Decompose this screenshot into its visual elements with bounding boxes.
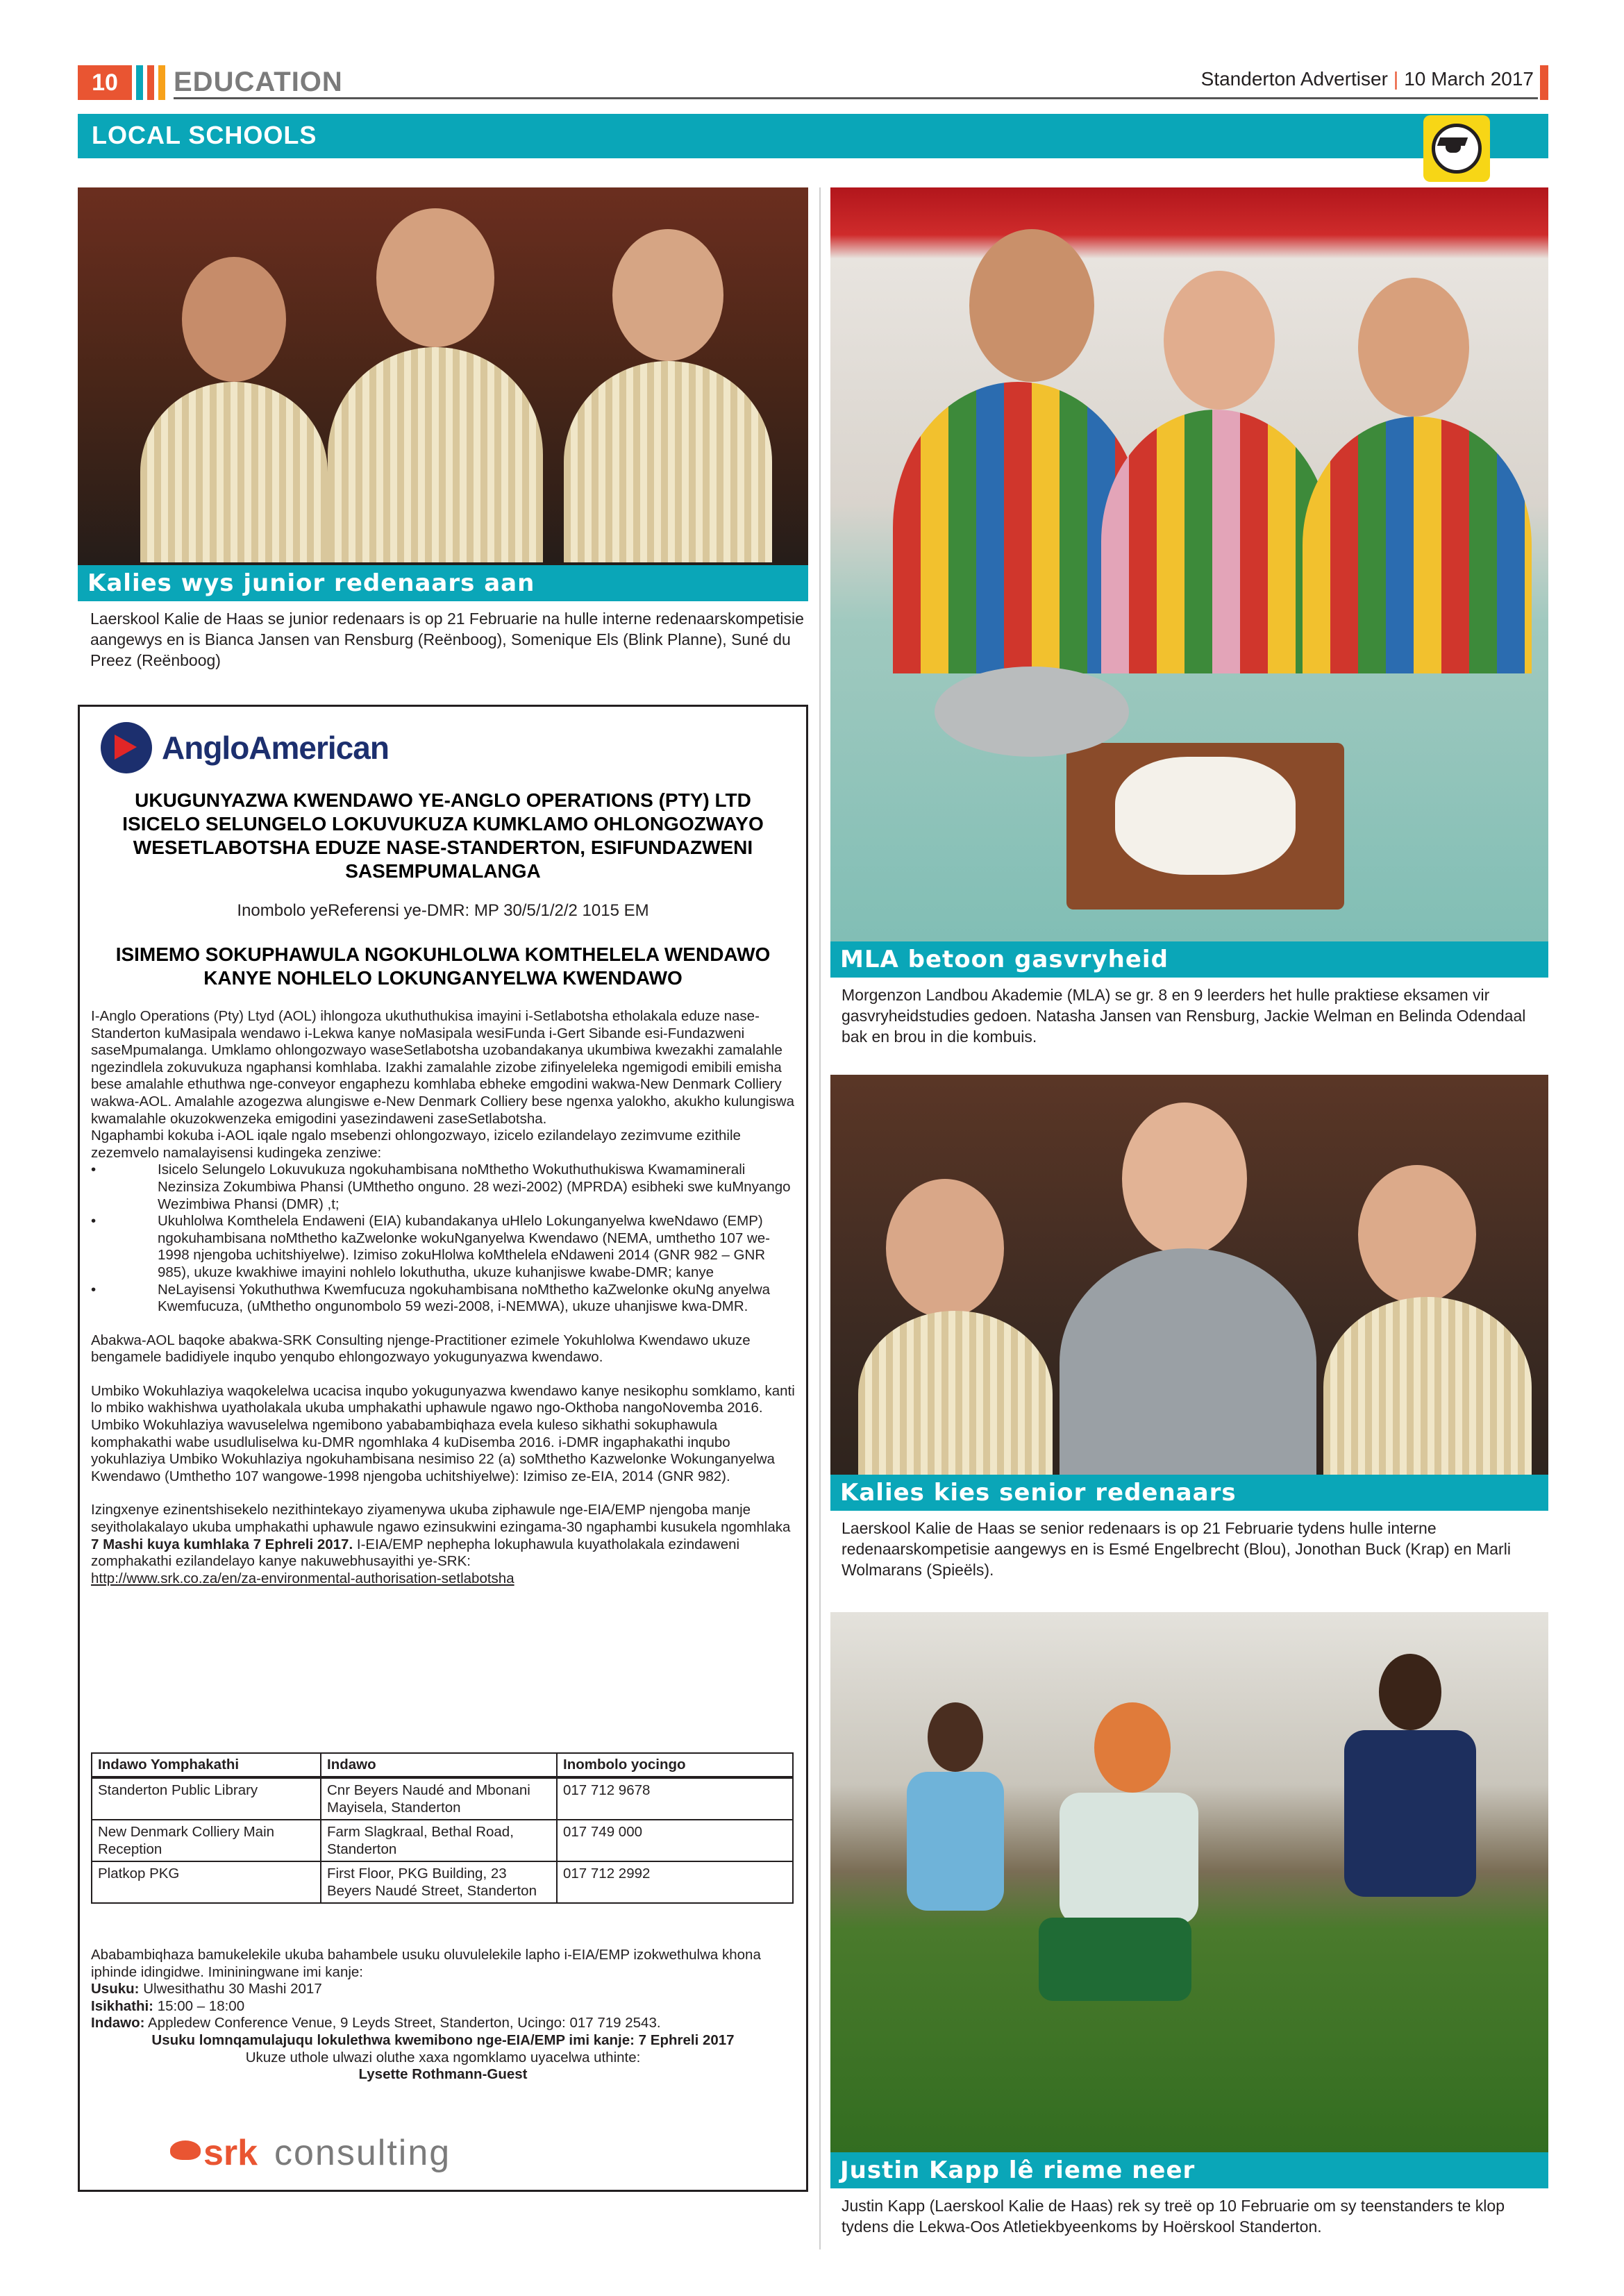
notice-title: UKUGUNYAZWA KWENDAWO YE-ANGLO OPERATIONS (PTY) LTD ISICELO SELUNGELO LOKUVUKUZA KUMKLAMO OHLONGOZWAYO WESETLABOTSHA EDUZE NASE-STANDERTON, ESIFUNDAZWENI SASEMPUMALANGA: [122, 789, 764, 882]
logo-wordmark: AngloAmerican: [162, 730, 389, 766]
srk-swirl-icon: [170, 2140, 201, 2160]
public-places-table: [91, 1752, 794, 1904]
separator: |: [1393, 68, 1399, 90]
paragraph: Ngaphambi kokuba i-AOL iqale ngalo msebenzi ohlongozwayo, izicelo ezilandelayo zezimvume ezithile zezemvelo namalayisensi kudingeka zenziwe:: [91, 1128, 741, 1161]
story-headline: Justin Kapp lê rieme neer: [830, 2152, 1548, 2188]
runner-shirt: [1060, 1793, 1198, 1925]
table-row: [92, 1777, 793, 1820]
meeting-venue: [91, 2015, 795, 2032]
table-cell: Cnr Beyers Naudé and Mbonani Mayisela, Standerton: [321, 1777, 557, 1820]
bullet-icon: •: [91, 1162, 97, 1178]
meeting-date: [91, 1981, 795, 1998]
table-cell: Platkop PKG: [92, 1861, 321, 1903]
table-cell: Farm Slagkraal, Bethal Road, Standerton: [321, 1820, 557, 1861]
story-headline: MLA betoon gasvryheid: [830, 941, 1548, 978]
meeting-time: [91, 1998, 795, 2016]
table-cell: 017 712 2992: [557, 1861, 793, 1903]
public-notice-advert: [78, 705, 808, 2192]
photo-senior-orators: [830, 1075, 1548, 1511]
table-cell: New Denmark Colliery Main Reception: [92, 1820, 321, 1861]
header-accent-bar: [158, 65, 165, 100]
shirt: [858, 1311, 1053, 1477]
srk-wordmark: srk: [203, 2133, 258, 2173]
face: [886, 1179, 1004, 1318]
face: [1358, 278, 1469, 417]
graduation-cap-icon: [1423, 115, 1490, 182]
srk-website-link[interactable]: http://www.srk.co.za/en/za-environmental-authorisation-setlabotsha: [91, 1570, 514, 1586]
mixing-bowl: [935, 667, 1129, 757]
story-caption: Morgenzon Landbou Akademie (MLA) se gr. 8 en 9 leerders het hulle praktiese eksamen vir gasvryheidstudies gedoen. Natasha Jansen van Rensburg, Jackie Welman en Belinda Odendaal bak en brou in die kombuis.: [842, 986, 1526, 1046]
list-item-text: Ukuhlolwa Komthelela Endaweni (EIA) kubandakanya uHlelo Lokunganyelwa kweNdawo (EMP) ngokuhambisana noMthetho kaZwelonke wokuNganyelwa Kwendawo (NEMA, umthetho 107 we-1998 njengoba uchitshiyelwe). Izimiso zokuHlolwa koMthelela eNdaweni 2014 (GNR 982 – GNR 985), ukuze kwakhiwe imayini nohlelo lokuthutha, ukuze kuhanjiswe kwabe-DMR; kanye: [158, 1213, 770, 1280]
list-item: [91, 1162, 795, 1213]
table-row: [92, 1861, 793, 1903]
shirt: [140, 382, 328, 562]
runner-shorts: [1039, 1918, 1191, 2001]
table-header-row: [92, 1753, 793, 1777]
photo-mla-cooking: [830, 187, 1548, 978]
table-cell: Standerton Public Library: [92, 1777, 321, 1820]
column-divider: [819, 187, 821, 2249]
section-banner: [78, 114, 1548, 158]
story-caption: Laerskool Kalie de Haas se senior redenaars is op 21 Februarie tydens hulle interne redenaarskompetisie aangewys en is Esmé Engelbrecht (Blou), Jonothan Buck (Krap) en Marli Wolmarans (Spieëls).: [842, 1519, 1511, 1579]
contact-intro: Ukuze uthole ulwazi oluthe xaxa ngomklamo uyacelwa uthinte:: [245, 2049, 641, 2065]
venue-label: Indawo:: [91, 2015, 145, 2031]
apron: [1101, 410, 1330, 673]
chopped-onion: [1115, 757, 1296, 875]
runner-shirt: [907, 1772, 1004, 1911]
story-headline: Kalies kies senior redenaars: [830, 1475, 1548, 1511]
paragraph-part: Izingxenye ezinentshisekelo nezithintekayo ziyamenywa ukuba ziphawule nge-EIA/EMP njengoba manje seyitholakalayo ukuba umphakathi uphawule ngawo ezinsukwini ezingama-30 ngaphambi kusukela ngomhlaka: [91, 1502, 791, 1536]
reference-number: Inombolo yeReferensi ye-DMR: MP 30/5/1/2/2 1015 EM: [237, 901, 649, 920]
list-item-text: NeLayisensi Yokuthuthwa Kwemfucuza ngokuhambisana noMthetho kaZwelonke okuNg anyelwa Kwemfucuza, (uMthetho ongunombolo 59 wezi-2008, i-NEMWA), ukuze uhanjiswe kwa-DMR.: [158, 1281, 771, 1315]
consulting-wordmark: consulting: [274, 2133, 451, 2173]
photo-junior-orators: [78, 187, 808, 601]
bullet-icon: •: [91, 1281, 97, 1298]
header-accent-bar: [136, 65, 143, 100]
list-item: [91, 1213, 795, 1281]
paragraph: [91, 1502, 795, 1570]
column-header: Indawo Yomphakathi: [92, 1753, 321, 1777]
face: [969, 229, 1094, 382]
banner-label: LOCAL SCHOOLS: [92, 121, 317, 149]
table-cell: First Floor, PKG Building, 23 Beyers Naudé Street, Standerton: [321, 1861, 557, 1903]
runner-head: [928, 1702, 983, 1772]
time-value: 15:00 – 18:00: [157, 1997, 245, 2014]
paragraph: I-Anglo Operations (Pty) Ltyd (AOL) ihlongoza ukuthuthukisa imayini i-Setlabotsha etholakala eduze nase-Standerton kuMasipala wendawo i-Lekwa kanye noMasipala wesiFunda i-Gert Sibande esi-Fundazweni saseMpumalanga. Umklamo ohlongozwayo waseSetlabotsha uzobandakanya ukumbiwa kwezakhi zamalahle ngezindlela zokuvukuza ngaphansi komhlaba. Izakhi zamalahle zizobe zifinyeleleka ngemigodi emibili emisha bese amalahle ethuthwa nge-conveyor engaphezu komhlaba ebheke emgodini wakwa-New Denmark Colliery wakwa-AOL. Amalahle azogezwa alungiswe e-New Denmark Colliery bese ngenxa yalokho, akukho kulungiswa kwamalahle okuzokwenzeka emigodini yasezindaweni zaseSetlabotsha.: [91, 1008, 794, 1127]
cap-crown: [1446, 144, 1461, 153]
date-label: Usuku:: [91, 1981, 140, 1997]
section-title: EDUCATION: [174, 67, 343, 97]
comment-period: 7 Mashi kuya kumhlaka 7 Ephreli 2017.: [91, 1536, 353, 1552]
bullet-icon: •: [91, 1213, 97, 1230]
list-item-text: Isicelo Selungelo Lokuvukuza ngokuhambisana noMthetho Wokuthuthukiswa Kwamaminerali Nezinsiza Zokumbiwa Phansi (UMthetho onguno. 28 wezi-2002) (MPRDA) esibheki swe kuMnyango Wezimbiwa Phansi (DMR) ,t;: [158, 1162, 791, 1212]
header-rule: [174, 97, 1538, 99]
story-caption: Laerskool Kalie de Haas se junior redenaars is op 21 Februarie na hulle interne redenaarskompetisie aangewys en is Bianca Jansen van Rensburg (Reënboog), Somenique Els (Blink Planne), Suné du Preez (Reënboog): [90, 610, 804, 669]
publication-name: Standerton Advertiser: [1200, 68, 1388, 90]
shirt: [564, 361, 772, 562]
shirt: [1060, 1248, 1316, 1477]
paragraph-part: I-EIA/EMP nephepha lokuphawula kuyatholakala ezindaweni zomphakathi ezilandelayo kanye nakuwebhusayithi ye-SRK:: [91, 1536, 740, 1570]
notice-body: [91, 1008, 795, 1587]
photo-athletics: [830, 1612, 1548, 2188]
face: [376, 208, 494, 347]
meeting-details: [91, 1947, 795, 2084]
face: [1358, 1165, 1476, 1304]
column-header: Indawo: [321, 1753, 557, 1777]
face: [1122, 1103, 1247, 1255]
header-tab: [1540, 65, 1548, 100]
anglo-american-mark-icon: [101, 722, 152, 773]
runner-shirt: [1344, 1730, 1476, 1897]
comment-deadline: Usuku lomnqamulajuqu lokulethwa kwemibono nge-EIA/EMP imi kanje: 7 Ephreli 2017: [151, 2031, 735, 2048]
table-row: [92, 1820, 793, 1861]
face: [182, 257, 286, 382]
issue-date: 10 March 2017: [1404, 68, 1534, 90]
masthead-info: [1201, 68, 1534, 90]
story-headline: Kalies wys junior redenaars aan: [78, 565, 808, 601]
table-cell: 017 712 9678: [557, 1777, 793, 1820]
list-item: [91, 1282, 795, 1316]
table-cell: 017 749 000: [557, 1820, 793, 1861]
venue-value: Appledew Conference Venue, 9 Leyds Street, Standerton, Ucingo: 017 719 2543.: [148, 2015, 661, 2031]
paragraph: Umbiko Wokuhlaziya waqokelelwa ucacisa inqubo yokugunyazwa kwendawo kanye nesikophu somklamo, kanti lo mbiko wakhishwa uyatholakala ukuba umphakathi uphawule ngawo ngo-Okthoba nangoNovemba 2016. Umbiko Wokuhlaziya wavuselelwa ngemibono yababambiqhaza evela kuleso sikhathi sokuphawula komphakathi wabe usudluliselwa ku-DMR ngomhlaka 4 kuDisemba 2016. i-DMR ingaphakathi inqubo yokuhlaziya Umbiko Wokuhlaziya ngokuhambisana nesimiso 22 (a) soMthetho Kazwelonke Wokunganyelwa Kwendawo (Umthetho 107 wangowe-1998 njengoba uchitshiyelwe): Izimiso ze-EIA, 2014 (GNR 982).: [91, 1382, 795, 1484]
date-value: Ulwesithathu 30 Mashi 2017: [143, 1981, 322, 1997]
story-caption: Justin Kapp (Laerskool Kalie de Haas) rek sy treë op 10 Februarie om sy teenstanders te klop tydens die Lekwa-Oos Atletiekbyeenkoms by Hoërskool Standerton.: [842, 2197, 1505, 2236]
paragraph: Abakwa-AOL baqoke abakwa-SRK Consulting njenge-Practitioner ezimele Yokuhlolwa Kwendawo ukuze bengamele badidiyele inqubo yenqubo ehlongozwayo yokugunyazwa kwendawo.: [91, 1332, 751, 1366]
face: [612, 229, 723, 361]
apron: [1303, 417, 1532, 673]
page-number: 10: [78, 65, 132, 100]
shirt: [1323, 1297, 1532, 1477]
meeting-intro: Ababambiqhaza bamukelekile ukuba bahambele usuku oluvulelekile lapho i-EIA/EMP izokwethulwa khona iphinde idingidwe. Imininingwane imi kanje:: [91, 1947, 761, 1980]
contact-name: Lysette Rothmann-Guest: [358, 2066, 528, 2083]
header-accent-bar: [147, 65, 154, 100]
notice-subtitle: ISIMEMO SOKUPHAWULA NGOKUHLOLWA KOMTHELELA WENDAWO KANYE NOHLELO LOKUNGANYELWA KWENDAWO: [115, 944, 771, 989]
shirt: [328, 347, 543, 562]
face: [1164, 271, 1275, 410]
runner-head: [1094, 1702, 1171, 1793]
column-header: Inombolo yocingo: [557, 1753, 793, 1777]
runner-head: [1379, 1654, 1441, 1730]
time-label: Isikhathi:: [91, 1997, 153, 2014]
